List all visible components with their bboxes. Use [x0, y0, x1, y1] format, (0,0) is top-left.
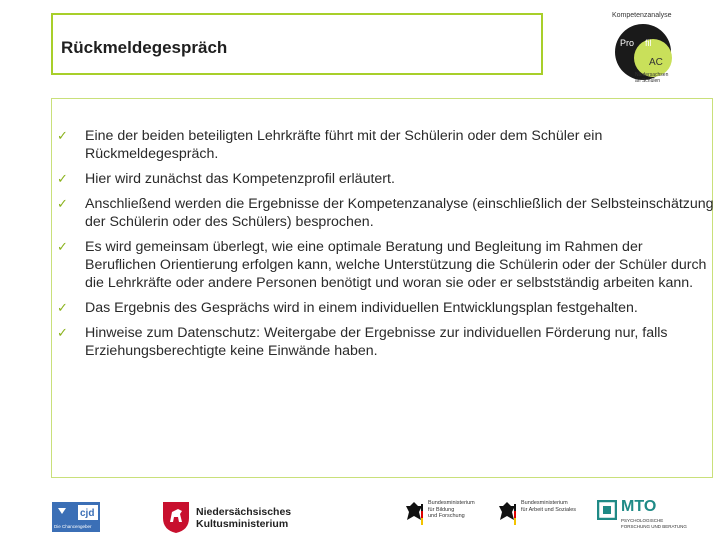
- bmas-line1: Bundesministerium: [521, 500, 568, 506]
- footer-logos: [0, 490, 720, 540]
- bullet-text: Hier wird zunächst das Kompetenzprofil erläutert.: [85, 171, 395, 187]
- logo-sub-line2: an Schulen: [635, 78, 661, 84]
- cjd-logo: [52, 502, 100, 532]
- bmas-logo: [497, 496, 592, 532]
- list-item: [57, 170, 717, 188]
- list-item: [57, 127, 717, 163]
- cjd-subtext: Die Chancengeber: [54, 524, 92, 529]
- title-box: [51, 13, 543, 75]
- logo-subtext: [635, 72, 668, 84]
- ministry-line2: Kultusministerium: [196, 518, 289, 530]
- logo-name-part2: fil: [645, 38, 652, 48]
- mto-logo: [597, 496, 697, 534]
- bullet-text: Eine der beiden beteiligten Lehrkräfte führt mit der Schülerin oder dem Schüler ein Rückmeldegespräch.: [85, 128, 603, 162]
- list-item: [57, 238, 717, 292]
- list-item: [57, 299, 717, 317]
- bmbf-logo: [404, 496, 499, 532]
- list-item: [57, 324, 717, 360]
- bmas-line2: für Arbeit und Soziales: [521, 506, 577, 513]
- cjd-text: cjd: [80, 508, 95, 519]
- checkmark-icon: ✓: [57, 325, 68, 340]
- logo-sub-line1: Niedersachsen: [635, 72, 669, 78]
- checkmark-icon: ✓: [57, 128, 68, 143]
- page-title: Rückmeldegespräch: [61, 38, 228, 57]
- mto-sub2: FORSCHUNG UND BERATUNG: [621, 523, 687, 529]
- bmbf-line3: und Forschung: [428, 513, 465, 519]
- ministry-line1: Niedersächsisches: [196, 506, 292, 518]
- bullet-text: Es wird gemeinsam überlegt, wie eine optimale Beratung und Begleitung im Rahmen der Beruflichen Orientierung erfolgen kann, welche Unterstützung die Schülerin oder der Schüler durch die Lehrkräfte oder andere Personen benötigt und woran sie oder er selbstständig arbeiten kann.: [85, 239, 707, 291]
- profilac-logo: [605, 10, 687, 90]
- ministry-logo: [161, 500, 296, 534]
- checkmark-icon: ✓: [57, 171, 68, 186]
- checkmark-icon: ✓: [57, 196, 68, 211]
- bmbf-line1: Bundesministerium: [428, 500, 475, 506]
- checkmark-icon: ✓: [57, 300, 68, 315]
- cjd-logo-icon: [52, 502, 100, 532]
- logo-caption: Kompetenzanalyse: [612, 12, 672, 19]
- bmbf-line2: für Bildung: [428, 506, 455, 513]
- mto-sub1: PSYCHOLOGISCHE: [621, 518, 664, 523]
- federal-eagle-icon: [497, 500, 517, 528]
- bullet-text: Das Ergebnis des Gesprächs wird in einem individuellen Entwicklungsplan festgehalten.: [85, 300, 638, 316]
- mto-emblem-icon: [597, 500, 617, 520]
- bullet-list: [57, 127, 717, 367]
- logo-name-part1: Pro: [620, 38, 635, 48]
- list-item: [57, 195, 717, 231]
- bullet-text: Anschließend werden die Ergebnisse der Kompetenzanalyse (einschließlich der Selbsteinschätzung der Schülerin oder des Schülers) besprochen.: [85, 196, 714, 230]
- mto-name: MTO: [621, 498, 657, 515]
- checkmark-icon: ✓: [57, 239, 68, 254]
- logo-abbr: AC: [649, 57, 663, 68]
- federal-eagle-icon: [404, 500, 424, 528]
- lower-saxony-horse-icon: [161, 500, 191, 534]
- bullet-text: Hinweise zum Datenschutz: Weitergabe der Ergebnisse zur individuellen Förderung nur, falls Erziehungsberechtigte keine Einwände haben.: [85, 325, 668, 359]
